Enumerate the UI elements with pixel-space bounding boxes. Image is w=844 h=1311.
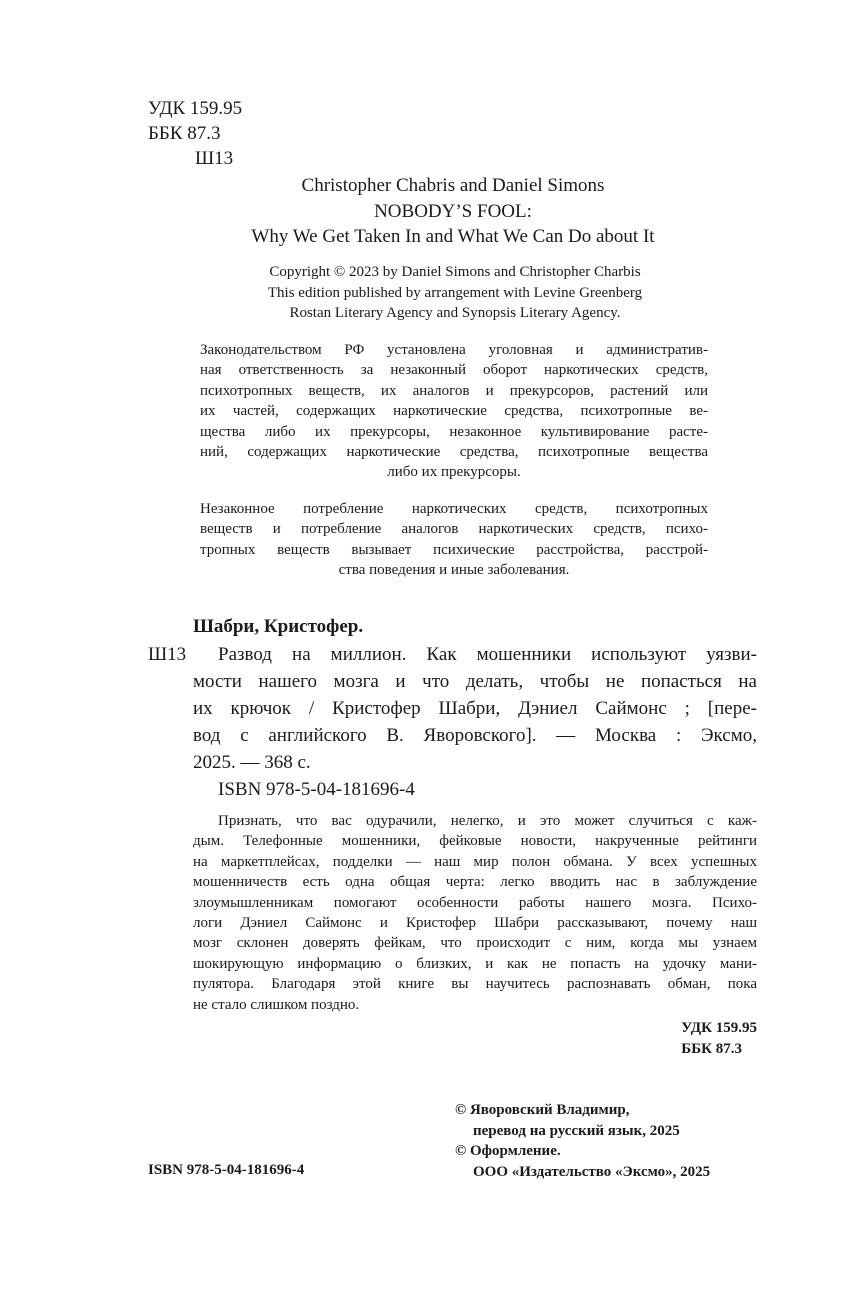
copyright-notice: [200, 262, 710, 324]
original-title: [148, 173, 758, 250]
text-line: Copyright © 2023 by Daniel Simons and Christopher Charbis: [269, 264, 641, 280]
rights-line: © Оформление.: [455, 1143, 561, 1160]
rights-line: © Яворовский Владимир,: [455, 1102, 630, 1118]
catalog-heading: Шабри, Кристофер.: [193, 616, 364, 637]
bottom-bbk: ББК 87.3: [681, 1041, 743, 1057]
catalog-description: [193, 641, 757, 776]
catalog-mark: Ш13: [148, 644, 187, 665]
text-line: веществ и потребление аналогов наркотических средств, психо-: [200, 521, 708, 538]
text-line: шокирующую информацию о близких, и как не попасть на удочку мани-: [193, 955, 757, 972]
legal-warning-1: [200, 340, 708, 483]
footer-rights: [455, 1100, 710, 1183]
legal-warning-2: [200, 499, 708, 581]
text-line: Rostan Literary Agency and Synopsis Literary Agency.: [289, 305, 621, 321]
text-line: ний, содержащих наркотические средства, психотропные вещества: [200, 444, 708, 461]
text-line: их крючок / Кристофер Шабри, Дэниел Саймонс ; [пере-: [193, 698, 757, 719]
bbk-code: ББК 87.3: [148, 123, 221, 144]
text-line: вод с английского В. Яворовского]. — Москва : Эксмо,: [193, 725, 757, 746]
text-line: психотропных веществ, их аналогов и прекурсоров, растений или: [200, 382, 708, 399]
text-line: на маркетплейсах, подделки — наш мир полон обмана. У всех успешных: [193, 853, 757, 870]
text-line: This edition published by arrangement with Levine Greenberg: [267, 284, 643, 301]
text-line: Признать, что вас одурачили, нелегко, и это может случиться с каж-: [218, 813, 757, 829]
text-line: тропных веществ вызывает психические расстройства, расстрой-: [200, 541, 708, 558]
text-line: мозг склонен доверять фейкам, что происходит с ним, когда мы узнаем: [193, 935, 757, 952]
text-line: Законодательством РФ установлена уголовная и административ-: [200, 342, 708, 358]
text-line: пулятора. Благодаря этой книге вы научитесь распознавать обман, пока: [193, 976, 757, 993]
text-line: Незаконное потребление наркотических средств, психотропных: [200, 501, 708, 517]
isbn: ISBN 978-5-04-181696-4: [218, 779, 415, 800]
rights-line: перевод на русский язык, 2025: [473, 1122, 680, 1139]
text-line: Why We Get Taken In and What We Can Do about It: [251, 226, 655, 247]
text-line: NOBODY’S FOOL:: [374, 200, 532, 222]
text-line: ная ответственность за незаконный оборот наркотических средств,: [200, 362, 708, 379]
text-line: не стало слишком поздно.: [193, 996, 360, 1013]
text-line: логи Дэниел Саймонс и Кристофер Шабри рассказывают, почему наш: [193, 915, 757, 932]
rights-line: ООО «Издательство «Эксмо», 2025: [473, 1164, 711, 1181]
text-line: щества либо их прекурсоры, незаконное культивирование расте-: [200, 423, 708, 440]
text-line: 2025. — 368 с.: [193, 752, 311, 773]
text-line: мошенничеств есть одна общая черта: легко вводить нас в заблуждение: [193, 874, 757, 891]
annotation: [193, 811, 757, 1015]
text-line: их частей, содержащих наркотические средства, психотропные ве-: [200, 403, 708, 420]
bottom-udk: УДК 159.95: [681, 1020, 757, 1036]
text-line: Развод на миллион. Как мошенники используют уязви-: [218, 644, 757, 665]
text-line: либо их прекурсоры.: [387, 464, 521, 481]
text-line: ства поведения и иные заболевания.: [338, 562, 570, 579]
text-line: мости нашего мозга и что делать, чтобы не попасться на: [193, 671, 757, 692]
bottom-classification: [681, 1018, 757, 1060]
author-mark: Ш13: [195, 148, 234, 169]
classification-block: [148, 96, 242, 171]
udk-code: УДК 159.95: [148, 98, 243, 119]
footer-isbn: ISBN 978-5-04-181696-4: [148, 1162, 305, 1178]
text-line: Christopher Chabris and Daniel Simons: [301, 175, 605, 196]
text-line: дым. Телефонные мошенники, фейковые новости, накрученные рейтинги: [193, 833, 757, 850]
text-line: злоумышленникам помогают особенности работы нашего мозга. Психо-: [193, 894, 757, 911]
